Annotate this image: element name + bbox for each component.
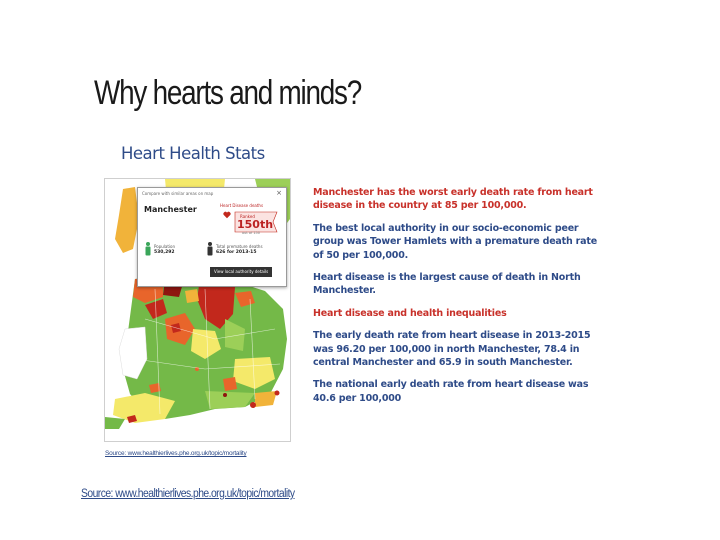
stats-text-block [313, 186, 603, 414]
deaths-person-icon [206, 242, 214, 256]
stat-paragraph: Manchester has the worst early death rate from heart disease in the country at 85 per 100,000. [313, 187, 593, 212]
map-region-cornwall [105, 417, 125, 429]
stat-paragraph: The national early death rate from heart disease was 40.6 per 100,000 [313, 379, 589, 404]
popup-heart-disease-label: Heart Disease deaths [220, 203, 264, 208]
view-details-button[interactable]: View local authority details [210, 267, 272, 277]
heart-icon [223, 211, 231, 219]
england-heart-disease-map[interactable] [104, 178, 291, 442]
map-hotspot [250, 402, 256, 408]
stat-paragraph: The early death rate from heart disease in 2013-2015 was 96.20 per 100,000 in north Manchester, 78.4 in central Manchester and 65.9 in south Manchester. [313, 330, 591, 369]
map-hotspot [223, 393, 227, 397]
deaths-value: 626 for 2013-15 [216, 250, 257, 255]
map-region-kent [255, 391, 277, 407]
deaths-label: Total premature deaths [216, 244, 263, 249]
map-source-link[interactable]: Source: www.healthierlives.phe.org.uk/topic/mortality [105, 450, 247, 457]
popup-header: Compare with similar areas on map [142, 191, 214, 196]
population-label: Population [154, 244, 176, 249]
map-region-southeast [205, 391, 255, 409]
map-region-northwest [115, 187, 139, 253]
area-info-popup [137, 187, 287, 287]
population-value: 530,292 [154, 250, 175, 255]
close-icon[interactable]: × [276, 189, 282, 197]
map-hotspot [275, 391, 280, 396]
rank-value: 150th [237, 218, 274, 231]
stat-subheading: Heart disease and health inequalities [313, 307, 507, 319]
section-heading: Heart Health Stats [121, 144, 265, 163]
rank-out-of: out of 150 [242, 231, 261, 235]
stat-paragraph: Heart disease is the largest cause of death in North Manchester. [313, 272, 581, 297]
stat-paragraph: The best local authority in our socio-economic peer group was Tower Hamlets with a premature death rate of 50 per 100,000. [313, 222, 597, 261]
footer-source-link[interactable]: Source: www.healthierlives.phe.org.uk/topic/mortality [81, 488, 295, 500]
popup-area-name: Manchester [144, 205, 197, 214]
population-person-icon [144, 242, 152, 256]
slide-title: Why hearts and minds? [94, 74, 362, 112]
map-region-london [223, 377, 237, 391]
rank-label: Ranked [240, 214, 255, 219]
map-region-leeds [185, 289, 199, 303]
